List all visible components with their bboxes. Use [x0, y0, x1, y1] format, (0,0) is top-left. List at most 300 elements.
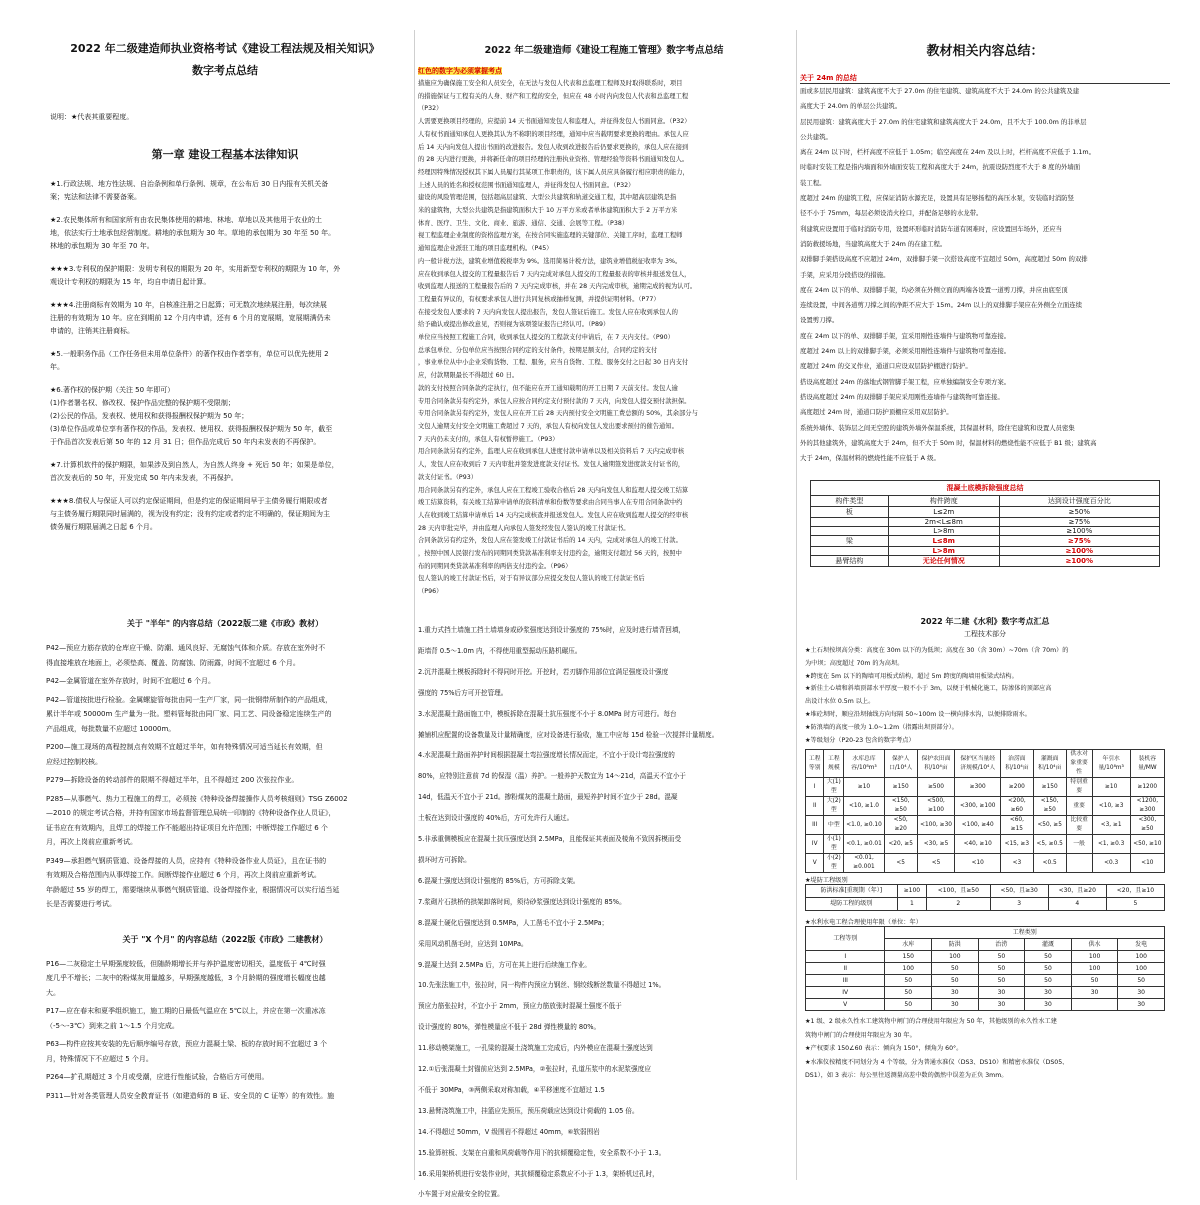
summary-line: 大于 24m，保温材料的燃烧性能不应低于 A 级。: [800, 454, 940, 463]
mgmt-line-list: [418, 78, 790, 599]
mgmt-line: 28 天内审批完毕，并由监理人向承包人签发经发包人签认的竣工付款证书。: [418, 524, 630, 532]
table-cell: [811, 527, 889, 536]
summary-line: 度在 24m 以下的单、双排脚手架，均必须在外侧立面的两端各设置一道剪刀撑，并应由底至顶: [800, 285, 1068, 294]
law-chapter: 第一章 建设工程基本法律知识: [151, 148, 299, 161]
table-cell: IV: [806, 987, 885, 999]
table-cell: 30: [1025, 999, 1072, 1011]
law-item-line: 债务履行期限届满之日起 6 个月。: [50, 523, 157, 531]
table-row: [811, 547, 1160, 556]
water-line: ★等级划分（P20-23 包含的数字考点）: [805, 736, 915, 744]
law-item: [50, 214, 404, 253]
table-cell: ≥100%: [999, 527, 1159, 536]
table-cell: ≥500: [917, 778, 955, 797]
mgmt-line: 人在收到竣工结算申请单后 14 天内完成核查并报送发包人。发包人应在收到监理人提交的经审核: [418, 511, 689, 519]
mgmt-line: 总承包单位、分包单位应当按照合同约定的支付条件，按期足额支付，合同约定的支付: [418, 346, 658, 354]
month-item-line: 大。: [46, 988, 60, 997]
construct-line: 9.混凝土达到 2.5MPa 后，方可在其上进行后续施工作业。: [418, 960, 591, 969]
mgmt-line: 经理因特殊情况授权其下属人员履行其某项工作职责的，该下属人员应具备履行相应职责的能力，: [418, 168, 689, 176]
law-item: [50, 263, 404, 289]
month-item: [46, 1037, 406, 1066]
construct-line: 14.不得超过 50mm，V 级围岩不得超过 40mm，⑥软弱围岩: [418, 1127, 600, 1136]
formwork-table-wrap: [810, 480, 1160, 567]
table-cell: 100: [1118, 951, 1165, 963]
half-year-item: [46, 693, 406, 737]
summary-line: 设置剪刀撑。: [800, 316, 839, 325]
table-cell: 50: [932, 963, 979, 975]
summary-line: 搭设高度超过 24m 的双排脚手架应采用刚性连墙件与建筑物可靠连接。: [800, 392, 1004, 401]
table-row: [811, 556, 1160, 567]
table-cell: 50: [978, 975, 1025, 987]
summary-line: 手架，应采用分段搭设的措施。: [800, 270, 890, 279]
half-year-item-line: P200—施工现场的高程控制点有效期不宜超过半年，如有特殊情况可适当延长有效期，但: [46, 743, 323, 751]
construct-line: 12.①后张混凝土封锚前应达到 2.5MPa，②张拉时，孔道压浆中的水泥浆强度应: [418, 1065, 651, 1074]
month-item-line: P264—扩孔期超过 3 个月或受潮，应进行性能试验，合格后方可使用。: [46, 1073, 269, 1081]
table-cell: 2m<L≤8m: [888, 518, 999, 527]
law-item: [50, 178, 404, 204]
summary-line: 高度超过 24m 时，通道口防护顶棚应采用双层防护。: [800, 408, 953, 417]
half-year-item: [46, 854, 406, 912]
month-item-line: （-5～-3℃）到来之前 1～1.5 个月完成。: [46, 1021, 179, 1030]
law-item-line: 首次发表后的 50 年，开发完成 50 年内未发表，不再保护。: [50, 474, 238, 482]
month-item: [46, 1070, 406, 1085]
water-panel: [805, 612, 1165, 1184]
table-cell: <15, ≥3: [1000, 835, 1033, 854]
table-cell: 特别重要: [1066, 778, 1092, 797]
summary-title: 教材相关内容总结：: [926, 44, 1044, 59]
table-cell: 50: [1071, 975, 1118, 987]
table-cell: <3: [1000, 854, 1033, 873]
summary-line: 高度大于 24.0m 的单层公共建筑。: [800, 102, 902, 111]
law-item-line: ★★★3.专利权的保护期限：发明专利权的期限为 20 年，实用新型专利权的期限为 10 年，外: [50, 265, 341, 273]
mgmt-line: 专用合同条款另有约定外，承包人应按合同约定支付预付款的 7 天内，向发包人提交预付款担保。: [418, 397, 691, 405]
mgmt-line: 用合同条款另有约定外，监理人应在收到承包人进度付款申请单以及相关资料后 7 天内完成审核: [418, 448, 685, 456]
table-row: [806, 999, 1165, 1011]
table-row: [806, 987, 1165, 999]
table-cell: <50, ≥20: [884, 816, 917, 835]
table-cell: 30: [932, 999, 979, 1011]
table-header-cell: 水库总库容/10⁸m³: [844, 750, 885, 778]
table-cell: I: [806, 778, 824, 797]
table-header-cell: <100，且≥50: [927, 885, 990, 898]
table-header-cell: 达到设计强度百分比: [999, 496, 1159, 507]
mgmt-line: 人有权书面通知承包人更换其认为不称职的项目经理，通知中应当载明要求更换的理由。承包人应: [418, 130, 689, 138]
half-year-item-line: 累计半年或 50000m 生产量为一批。塑料管每批由同厂家、同工艺、同设备稳定连续生产的: [46, 710, 332, 718]
summary-line: 连续设置，中间各道剪刀撑之间的净距不应大于 15m。24m 以上的双排脚手架应在外侧全立面连续: [800, 301, 1083, 310]
table-header-cell: 构件跨度: [888, 496, 999, 507]
divider-vertical-left: [414, 30, 415, 1180]
summary-panel: [800, 30, 1170, 590]
table-cell: L≤8m: [888, 536, 999, 547]
table-cell: <150, ≥50: [884, 797, 917, 816]
table-header-cell: 治涝: [978, 939, 1025, 951]
table-cell: 100: [1118, 963, 1165, 975]
table-cell: L≤2m: [888, 507, 999, 518]
table-cell: ≥10: [844, 778, 885, 797]
half-year-item-line: 应经过控制校核。: [46, 757, 102, 766]
construct-line: 摊铺机应配置的设备数量及计量精确度，应对设备进行验收，施工中应每 15d 检验一次搅拌计量精度。: [418, 730, 719, 739]
mgmt-line: （P32）: [418, 105, 443, 113]
law-item: [50, 384, 404, 449]
table-cell: 100: [1071, 963, 1118, 975]
construct-line: 5.非承重侧模板应在混凝土抗压强度达到 2.5MPa，且能保证其表面及棱角不致因拆模而受: [418, 835, 682, 844]
construct-line: 1.重力式挡土墙施工挡土墙墙身或砂浆强度达到设计强度的 75%时，应及时进行墙背回填，: [418, 626, 686, 634]
month-title: 关于 "X 个月" 的内容总结（2022版《市政》二建教材）: [122, 934, 328, 944]
mgmt-panel: [418, 30, 790, 605]
table-cell: 重要: [1066, 797, 1092, 816]
table-header-cell: 供水对象重要性: [1066, 750, 1092, 778]
month-list: [46, 957, 406, 1104]
table-cell: ≥300: [955, 778, 1001, 797]
table-cell: [1071, 999, 1118, 1011]
table-header-cell: 防洪标准[重现期（年）]: [806, 885, 898, 898]
table-cell: <10: [955, 854, 1001, 873]
summary-line: 装工程。: [800, 178, 826, 187]
construct-line: 强度的 75%后方可开挖管理。: [418, 688, 508, 697]
law-item-line: 年。: [50, 363, 64, 371]
table-cell: 30: [1071, 987, 1118, 999]
life-title: ★水利水电工程合理使用年限（单位：年）: [805, 919, 922, 927]
table-cell: V: [806, 854, 824, 873]
mgmt-title: 2022 年二级建造师《建设工程施工管理》数字考点总结: [484, 45, 724, 56]
table-cell: 梁: [811, 536, 889, 547]
law-item-line: 注册的有效期为 10 年。应在到期前 12 个月内申请，还有 6 个月的宽展期，宽展期满仍未: [50, 314, 331, 322]
table-cell: <10, ≥3: [1092, 797, 1130, 816]
law-item: [50, 459, 404, 485]
table-header-cell: <30，且≥20: [1048, 885, 1106, 898]
table-cell: 50: [885, 999, 932, 1011]
mgmt-line: 工程量有异议的，有权要求承包人进行共同复核或抽样复测，并提供证明材料。（P77）: [418, 295, 660, 303]
table-cell: <100, ≥30: [917, 816, 955, 835]
summary-line: 系统外墙体、装饰层之间无空腔的建筑外墙外保温系统，其保温材料，除住宅建筑和设置人员密集: [800, 423, 1075, 432]
half-year-item-line: 得直接堆放在地面上，必须垫高、覆盖、防腐蚀、防雨露，时间不宜超过 6 个月。: [46, 658, 300, 667]
water-note: DS1），如 3 表示：每公里往返测量高差中数的偶然中误差为正负 3mm。: [805, 1072, 1008, 1080]
table-cell: <0.5: [1033, 854, 1066, 873]
table-cell: 50: [978, 963, 1025, 975]
dike-table: [805, 884, 1165, 911]
table-cell: L>8m: [888, 527, 999, 536]
law-item: [50, 348, 404, 374]
water-line: 为中坝；高度超过 70m 的为高坝。: [805, 659, 904, 667]
table-row: [806, 778, 1165, 797]
table-cell: <40, ≥10: [955, 835, 1001, 854]
law-item-line: (2)公民的作品，发表权、使用权和获得报酬权保护期为 50 年；: [50, 412, 249, 420]
mgmt-line: 收到监理人报送的工程量报告后的 7 天内完成审核，并在 28 天内完成审核，逾期完成的视为认可。: [418, 283, 697, 291]
water-line-list: [805, 645, 1165, 747]
half-year-item-line: P279—拆除设备的转动部件的限期不得超过半年，且不得超过 200 次张拉作业。: [46, 776, 299, 784]
table-cell: ≥50%: [999, 507, 1159, 518]
mgmt-line: 在接受发包人要求的 7 天内向发包人提出报告，发包人签证后施工。发包人应在收到承包人的: [418, 308, 678, 316]
mgmt-line: 款的支付按照合同条款约定执行，但不能应在开工通知载明的开工日期 7 天前支付。发包人逾: [418, 384, 678, 392]
month-item-line: P311—针对各类管理人员安全教育证书（如建造师的 B 证、安全员的 C 证等）的有效性。施: [46, 1091, 335, 1100]
table-cell: <10: [1130, 854, 1164, 873]
law-item: [50, 299, 404, 338]
table-cell: 50: [978, 951, 1025, 963]
construct-line: 不低于 30MPa，③两侧采取对称加载，④平移速度不宜超过 1.5: [418, 1085, 605, 1094]
water-line: ★跨度在 5m 以下的陶墙可用板式结构，超过 5m 跨度的陶墙用板梁式结构。: [805, 672, 1018, 680]
table-cell: ≥100%: [999, 556, 1159, 567]
construct-line: 16.采用架桥机进行安装作业时，其抗倾覆稳定系数应不小于 1.3，架桥机过孔时，: [418, 1169, 659, 1178]
table-cell: 无论任何情况: [888, 556, 999, 567]
table-cell: 100: [1071, 951, 1118, 963]
month-item-line: 月，特殊情况下不应超过 5 个月。: [46, 1054, 153, 1063]
table-cell: <50, ≥10: [1130, 835, 1164, 854]
construct-line: 距墙背 0.5～1.0m 内，不得使用重型振动压路机碾压。: [418, 646, 582, 655]
table-cell: <300, ≥50: [1130, 816, 1164, 835]
table-header-cell: 发电: [1118, 939, 1165, 951]
mgmt-line: 包人签认的竣工付款证书后，对于有异议部分应提交发包人签认的竣工付款证书后: [418, 575, 645, 583]
table-cell: ≥75%: [999, 518, 1159, 527]
table-row: [806, 975, 1165, 987]
grade-table: [805, 749, 1165, 873]
half-year-item: [46, 792, 406, 850]
table-row: [806, 898, 1165, 911]
law-item-line: ★2.农民集体所有和国家所有由农民集体使用的耕地、林地、草地以及其他用于农业的土: [50, 216, 322, 224]
water-note-list: [805, 1015, 1165, 1083]
law-item-line: ★6.著作权的保护期（关注 50 年即可）: [50, 386, 175, 394]
half-year-item-line: 年龄超过 55 岁的焊工，需要继续从事燃气钢质管道、设备焊接作业，根据情况可以实行适当延: [46, 885, 340, 894]
mgmt-line: 文包人逾期支付安全文明施工费超过 7 天的，承包人有权向发包人发出要求预付的催告通知。: [418, 422, 678, 430]
law-panel: [40, 30, 410, 610]
table-cell: 50: [1118, 975, 1165, 987]
half-year-item-line: 月，再次上岗前应重新考试。: [46, 838, 137, 846]
month-item-line: P16—二灰稳定土早期强度较低，但随龄期增长并与养护温度密切相关，温度低于 4℃时强: [46, 959, 326, 968]
table-cell: 中型: [824, 816, 844, 835]
table-row: [806, 963, 1165, 975]
table-row: [811, 527, 1160, 536]
water-line: 出设计水位 0.5m 以上。: [805, 698, 875, 706]
table-row: [811, 518, 1160, 527]
law-title-1: 2022 年二级建造师执业资格考试《建设工程法规及相关知识》: [70, 42, 380, 55]
summary-line: 公共建筑。: [800, 132, 832, 141]
construct-line: 13.悬臂浇筑施工中，挂篮应先预压，预压荷载应达到设计荷载的 1.05 倍。: [418, 1106, 639, 1115]
water-subtitle: 工程技术部分: [964, 630, 1006, 638]
mgmt-line: ，按照中国人民银行发布的同期同类贷款基准利率支付违约金，逾期支付超过 56 天的，按照中: [418, 550, 682, 558]
table-cell: ≥100%: [999, 547, 1159, 556]
table-cell: 4: [1048, 898, 1106, 911]
table-header-cell: 装机容量/MW: [1130, 750, 1164, 778]
mgmt-line: 款支付证书。（P93）: [418, 473, 478, 481]
month-item: [46, 1089, 406, 1104]
life-table: [805, 926, 1165, 1011]
mgmt-line: 单位应当按照工程施工合同，收到承包人提交的工程款支付申请后，在 7 天内支付。（P90）: [418, 334, 674, 342]
water-line: ★防浪墙的高度一般为 1.0~1.2m（指露出坝顶部分）。: [805, 723, 958, 731]
mgmt-line: 后 14 天内向发包人提出书面的改进报告。发包人收到改进报告后仍要求更换的，承包人应在接到: [418, 143, 689, 151]
law-item-line: 地，依法实行土地承包经营制度。耕地的承包期为 30 年。草地的承包期为 30 年至 50 年。: [50, 229, 336, 237]
table-header-cell: 灌溉面积/10⁴亩: [1033, 750, 1066, 778]
table-cell: <20, ≥5: [884, 835, 917, 854]
summary-line: 时临时安装工程是指内墙面和外墙面安装工程和高度大于 24m，抗震设防烈度不大于 8 度的外墙面: [800, 163, 1081, 172]
mgmt-line: ，事业单位从中小企业采购货物、工程、服务，应当自货物、工程、服务交付之日起 30 日内支付: [418, 359, 689, 367]
table-header-cell: 工程类别: [885, 927, 1165, 939]
summary-line: 双排脚手架搭设高度不应超过 24m，双排脚手架一次搭设高度不宜超过 50m，高度超过 50m 的双排: [800, 255, 1088, 264]
construct-line: 2.沉井混凝土模板拆除时不得同时开挖。开挖时，若刃脚作用部位宜满足强度设计强度: [418, 667, 669, 676]
table-cell: 2: [927, 898, 990, 911]
month-item: [46, 1004, 406, 1033]
table-header-cell: 构件类型: [811, 496, 889, 507]
construct-line: 4.水泥混凝土路面养护时间根据混凝土弯拉强度增长情况而定，不宜小于设计弯拉强度的: [418, 751, 675, 760]
mgmt-line: 内一般计税方法，建筑业增值税税率为 9%。选用简易计税方法，建筑业增值税征收率为 3%。: [418, 257, 682, 265]
table-cell: ≥200: [1000, 778, 1033, 797]
table-cell: 大(1)型: [824, 778, 844, 797]
table-cell: II: [806, 797, 824, 816]
water-line: ★新佳土心墙和斜墙顶部水平厚度一般不小于 3m，以便于机械化施工，防渗体的顶部应高: [805, 685, 1052, 693]
table-cell: L>8m: [888, 547, 999, 556]
half-year-item-line: P349—承担燃气钢质管道、设备焊接的人员，应持有《特种设备作业人员证》，且在证书的: [46, 856, 327, 865]
table-cell: 小(2)型: [824, 854, 844, 873]
construct-line: 预应力筋张拉时，不宜小于 2mm，预应力筋放张时混凝土强度不低于: [418, 1002, 622, 1011]
half-year-item-line: 产品组成，每批数量不应超过 10000m。: [46, 724, 176, 733]
table-cell: V: [806, 999, 885, 1011]
table-cell: 100: [885, 963, 932, 975]
table-cell: <0.01, ≥0.001: [844, 854, 885, 873]
table-header-cell: 水库: [885, 939, 932, 951]
table-cell: 30: [1118, 987, 1165, 999]
table-header-cell: ≥100: [897, 885, 927, 898]
construct-line: 11.移动模架施工，一孔梁的混凝土浇筑施工完成后，内外模应在混凝土强度达到: [418, 1044, 653, 1053]
month-item-line: P63—构件应按其安装的先后顺序编号存放，预应力混凝土梁、板的存放时间不宜超过 3 个: [46, 1040, 328, 1048]
month-item: [46, 957, 406, 1001]
half-year-item-line: 有效期及合格范围内从事焊接工作。间断焊接作业超过 6 个月，再次上岗前应重新考试。: [46, 871, 321, 879]
table-cell: ≥150: [1033, 778, 1066, 797]
law-item-line: ★5.一般职务作品（工作任务但未用单位条件）的著作权由作者享有，单位可以优先使用 2: [50, 350, 329, 358]
table-cell: 50: [932, 975, 979, 987]
table-cell: <3, ≥1: [1092, 816, 1130, 835]
table-cell: <50, ≥5: [1033, 816, 1066, 835]
table-row: [806, 835, 1165, 854]
mgmt-line: 应在收到承包人提交的工程量报告后 7 天内完成对承包人提交的工程量报表的审核并报送发包人，: [418, 270, 691, 278]
table-cell: <60, ≥15: [1000, 816, 1033, 835]
construct-panel: [418, 612, 790, 1199]
mgmt-line: 的 28 天内进行更换，并将新任命的项目经理的注册执业资格、管理经验等资料书面通知发包人。: [418, 156, 689, 164]
water-note: ★产权要求 150∠60 表示：倾向为 150°，倾角为 60°。: [805, 1045, 963, 1053]
table-cell: <150, ≥50: [1033, 797, 1066, 816]
table-cell: 堤防工程的级别: [806, 898, 898, 911]
construct-line: 土板在达到设计强度的 40%后，方可允许行人通过。: [418, 814, 574, 823]
table-cell: <1.0, ≥0.10: [844, 816, 885, 835]
construct-line-list: [418, 620, 790, 1205]
table-cell: III: [806, 975, 885, 987]
table-cell: [1066, 854, 1092, 873]
construct-line: 采用风动机凿毛时，应达到 10MPa。: [418, 939, 528, 948]
table-cell: [811, 547, 889, 556]
construct-line: 3.水泥混凝土路面施工中，模板拆除在混凝土抗压强度不小于 8.0MPa 时方可进行。每台: [418, 709, 677, 718]
construct-line: 8.混凝土硬化后强度达到 0.5MPa，人工凿毛不宜小于 2.5MPa；: [418, 918, 609, 927]
table-cell: [811, 518, 889, 527]
mgmt-tag-label: 红色的数字为必须掌握考点: [418, 67, 502, 75]
mgmt-line: 用合同条款另有约定外，承包人应在工程竣工验收合格后 28 天内向发包人和监理人提交竣工结算: [418, 486, 689, 494]
summary-line: 径不小于 75mm，每层必须设消火栓口，并配备足够的水龙带。: [800, 209, 983, 218]
table-cell: ≥1200: [1130, 778, 1164, 797]
table-row: [811, 536, 1160, 547]
half-year-item-line: 证书应在有效期内，且焊工的焊接工作不能超出持证项目允许范围；中断焊接工作超过 6 个: [46, 823, 328, 832]
construct-line: 80%，应特别注意前 7d 的保湿（温）养护。一般养护天数宜为 14～21d，高温天不宜小于: [418, 772, 686, 781]
mgmt-line: 上述人员的姓名和授权范围书面通知监理人，并征得发包人书面同意。（P32）: [418, 181, 635, 189]
formwork-table: [810, 495, 1160, 567]
mgmt-line: 7 天内仍未支付的，承包人有权暂停施工。（P93）: [418, 435, 559, 443]
mgmt-line: 合同条款另有约定外，发包人应在签发竣工付款证书后的 14 天内，完成对承包人的竣工付款。: [418, 537, 682, 545]
table-cell: 50: [1025, 975, 1072, 987]
table-row: [806, 797, 1165, 816]
table-cell: 30: [1025, 987, 1072, 999]
law-item-line: (1)作者署名权、修改权、保护作品完整的保护期不受限制；: [50, 399, 235, 407]
table-cell: 悬臂结构: [811, 556, 889, 567]
table-cell: ≥10: [1092, 778, 1130, 797]
table-cell: ≥75%: [999, 536, 1159, 547]
table-header-cell: 工程等别: [806, 750, 824, 778]
table-cell: IV: [806, 835, 824, 854]
table-header-cell: <20，且≥10: [1106, 885, 1164, 898]
mgmt-line: 应，付款期限最长不得超过 60 日。: [418, 372, 519, 380]
table-cell: 大(2)型: [824, 797, 844, 816]
table-row: [811, 507, 1160, 518]
construct-line: 7.浆砌片石拱桥的拱架卸落时间，须待砂浆强度达到设计强度的 85%。: [418, 897, 626, 906]
law-title-2: 数字考点总结: [192, 64, 258, 77]
law-note: 说明：★代表其重要程度。: [50, 113, 134, 121]
summary-line: 度超过 24m 的交叉作业，通道口应设双层防护棚进行防护。: [800, 362, 972, 371]
table-cell: 150: [885, 951, 932, 963]
law-item-line: 林地的承包期为 30 年至 70 年。: [50, 242, 154, 250]
construct-line: 15.验算桩板、支架在自重和风荷载等作用下的抗倾覆稳定性，安全系数不小于 1.3。: [418, 1148, 666, 1157]
table-cell: <1200, ≥300: [1130, 797, 1164, 816]
half-year-item-line: P285—从事燃气、热力工程施工的焊工，必须按《特种设备焊接操作人员考核细则》TSG Z6002: [46, 794, 348, 803]
summary-line: 离在 24m 以下时，栏杆高度不应低于 1.05m；临空高度在 24m 及以上时，栏杆高度不应低于 1.1m。: [800, 148, 1096, 157]
dike-title: ★堤防工程级别: [805, 877, 848, 885]
table-cell: 50: [1025, 963, 1072, 975]
law-item-line: ★★★4.注册商标有效期为 10 年，自核准注册之日起算；可无数次地续展注册，每次续展: [50, 301, 327, 309]
mgmt-line: 人，发包人应在收到后 7 天内审批并签发进度款支付证书。发包人逾期签发进度款支付证书的，: [418, 461, 685, 469]
law-item-line: 观设计专利权的期限为 15 年，均自申请日起计算。: [50, 278, 211, 286]
construct-line: 6.混凝土强度达到设计强度的 85%后，方可拆除支架。: [418, 876, 580, 885]
table-cell: 100: [932, 951, 979, 963]
table-cell: <10, ≥1.0: [844, 797, 885, 816]
half-year-item-line: P42—预应力筋存放的仓库应干燥、防潮、通风良好、无腐蚀气体和介质。存放在室外时不: [46, 644, 326, 652]
table-row: [806, 854, 1165, 873]
table-cell: 50: [1025, 951, 1072, 963]
divider-vertical-right: [796, 30, 797, 1180]
table-header-cell: 保护农田面积/10⁴亩: [917, 750, 955, 778]
table-cell: 板: [811, 507, 889, 518]
mgmt-line: 给予确认或提出修改意见，否则视为该项签证报告已经认可。（P89）: [418, 321, 610, 329]
half-year-item-line: P42—管道按批进行检验。金属螺旋管每批由同一生产厂家，同一批钢带所制作的产品组成，: [46, 695, 333, 704]
table-header-cell: 灌溉: [1025, 939, 1072, 951]
mgmt-tag: [418, 66, 790, 76]
summary-line: 度超过 24m 的建筑工程，应保证消防水源充足，设置具有足够扬程的高压水泵，安装临时消防竖: [800, 194, 1075, 203]
summary-line: 层民用建筑：建筑高度大于 27.0m 的住宅建筑和建筑高度大于 24.0m，且不大于 100.0m 的非单层: [800, 117, 1087, 126]
summary-line: 外的其他建筑外，建筑高度大于 24m，但不大于 50m 时，保温材料的燃烧性能不应低于 B1 级；建筑高: [800, 438, 1097, 447]
summary-line: 利建筑应设置用于临时消防专用，设置环形临时消防车道有困难时，应设置回车场外，还应当: [800, 224, 1063, 233]
mgmt-line: （P96）: [418, 588, 443, 596]
table-cell: 一般: [1066, 835, 1092, 854]
water-note: ★水准仪按精度不同划分为 4 个等级，分为普通水准仪（DS3、DS10）和精密水准仪（DS05、: [805, 1058, 1069, 1066]
half-year-item: [46, 773, 406, 788]
mgmt-line: 竣工结算资料，有关竣工结算申请单的资料清单和份数等要求由合同当事人在专用合同条款中约: [418, 499, 683, 507]
table-header-cell: 保护人口/10⁴人: [884, 750, 917, 778]
law-item-line: (3)单位作品或单位享有著作权的作品，发表权、使用权、获得报酬权保护期为 50 年，截至: [50, 425, 333, 433]
construct-line: 10.先张法施工中，张拉时，同一构件内预应力钢丝、钢绞线断丝数量不得超过 1%。: [418, 981, 666, 990]
table-cell: 5: [1106, 898, 1164, 911]
law-item-line: 与主债务履行期限同时届满的，视为没有约定；没有约定或者约定不明确的，保证期间为主: [50, 510, 330, 518]
water-note: ★1 级、2 级永久性水工建筑物中闸门的合理使用年限应为 50 年，其他级别的永久性水工建: [805, 1018, 1057, 1026]
table-header-cell: 防洪: [932, 939, 979, 951]
table-cell: <200, ≥60: [1000, 797, 1033, 816]
table-cell: 30: [1118, 999, 1165, 1011]
table-cell: 比较重要: [1066, 816, 1092, 835]
summary-subtitle: 关于 24m 的总结: [800, 74, 857, 82]
summary-line: 度超过 24m 以上的双排脚手架，必须采用刚性连墙件与建筑物可靠连接。: [800, 347, 1011, 356]
table-cell: 小(1)型: [824, 835, 844, 854]
half-year-title: 关于 "半年" 的内容总结（2022版二建《市政》教材）: [126, 619, 324, 628]
mgmt-line: 米的建筑物，大型公共建筑是指建筑面积大于 10 万平方米或者单体建筑面积大于 2 万平方米: [418, 207, 678, 215]
